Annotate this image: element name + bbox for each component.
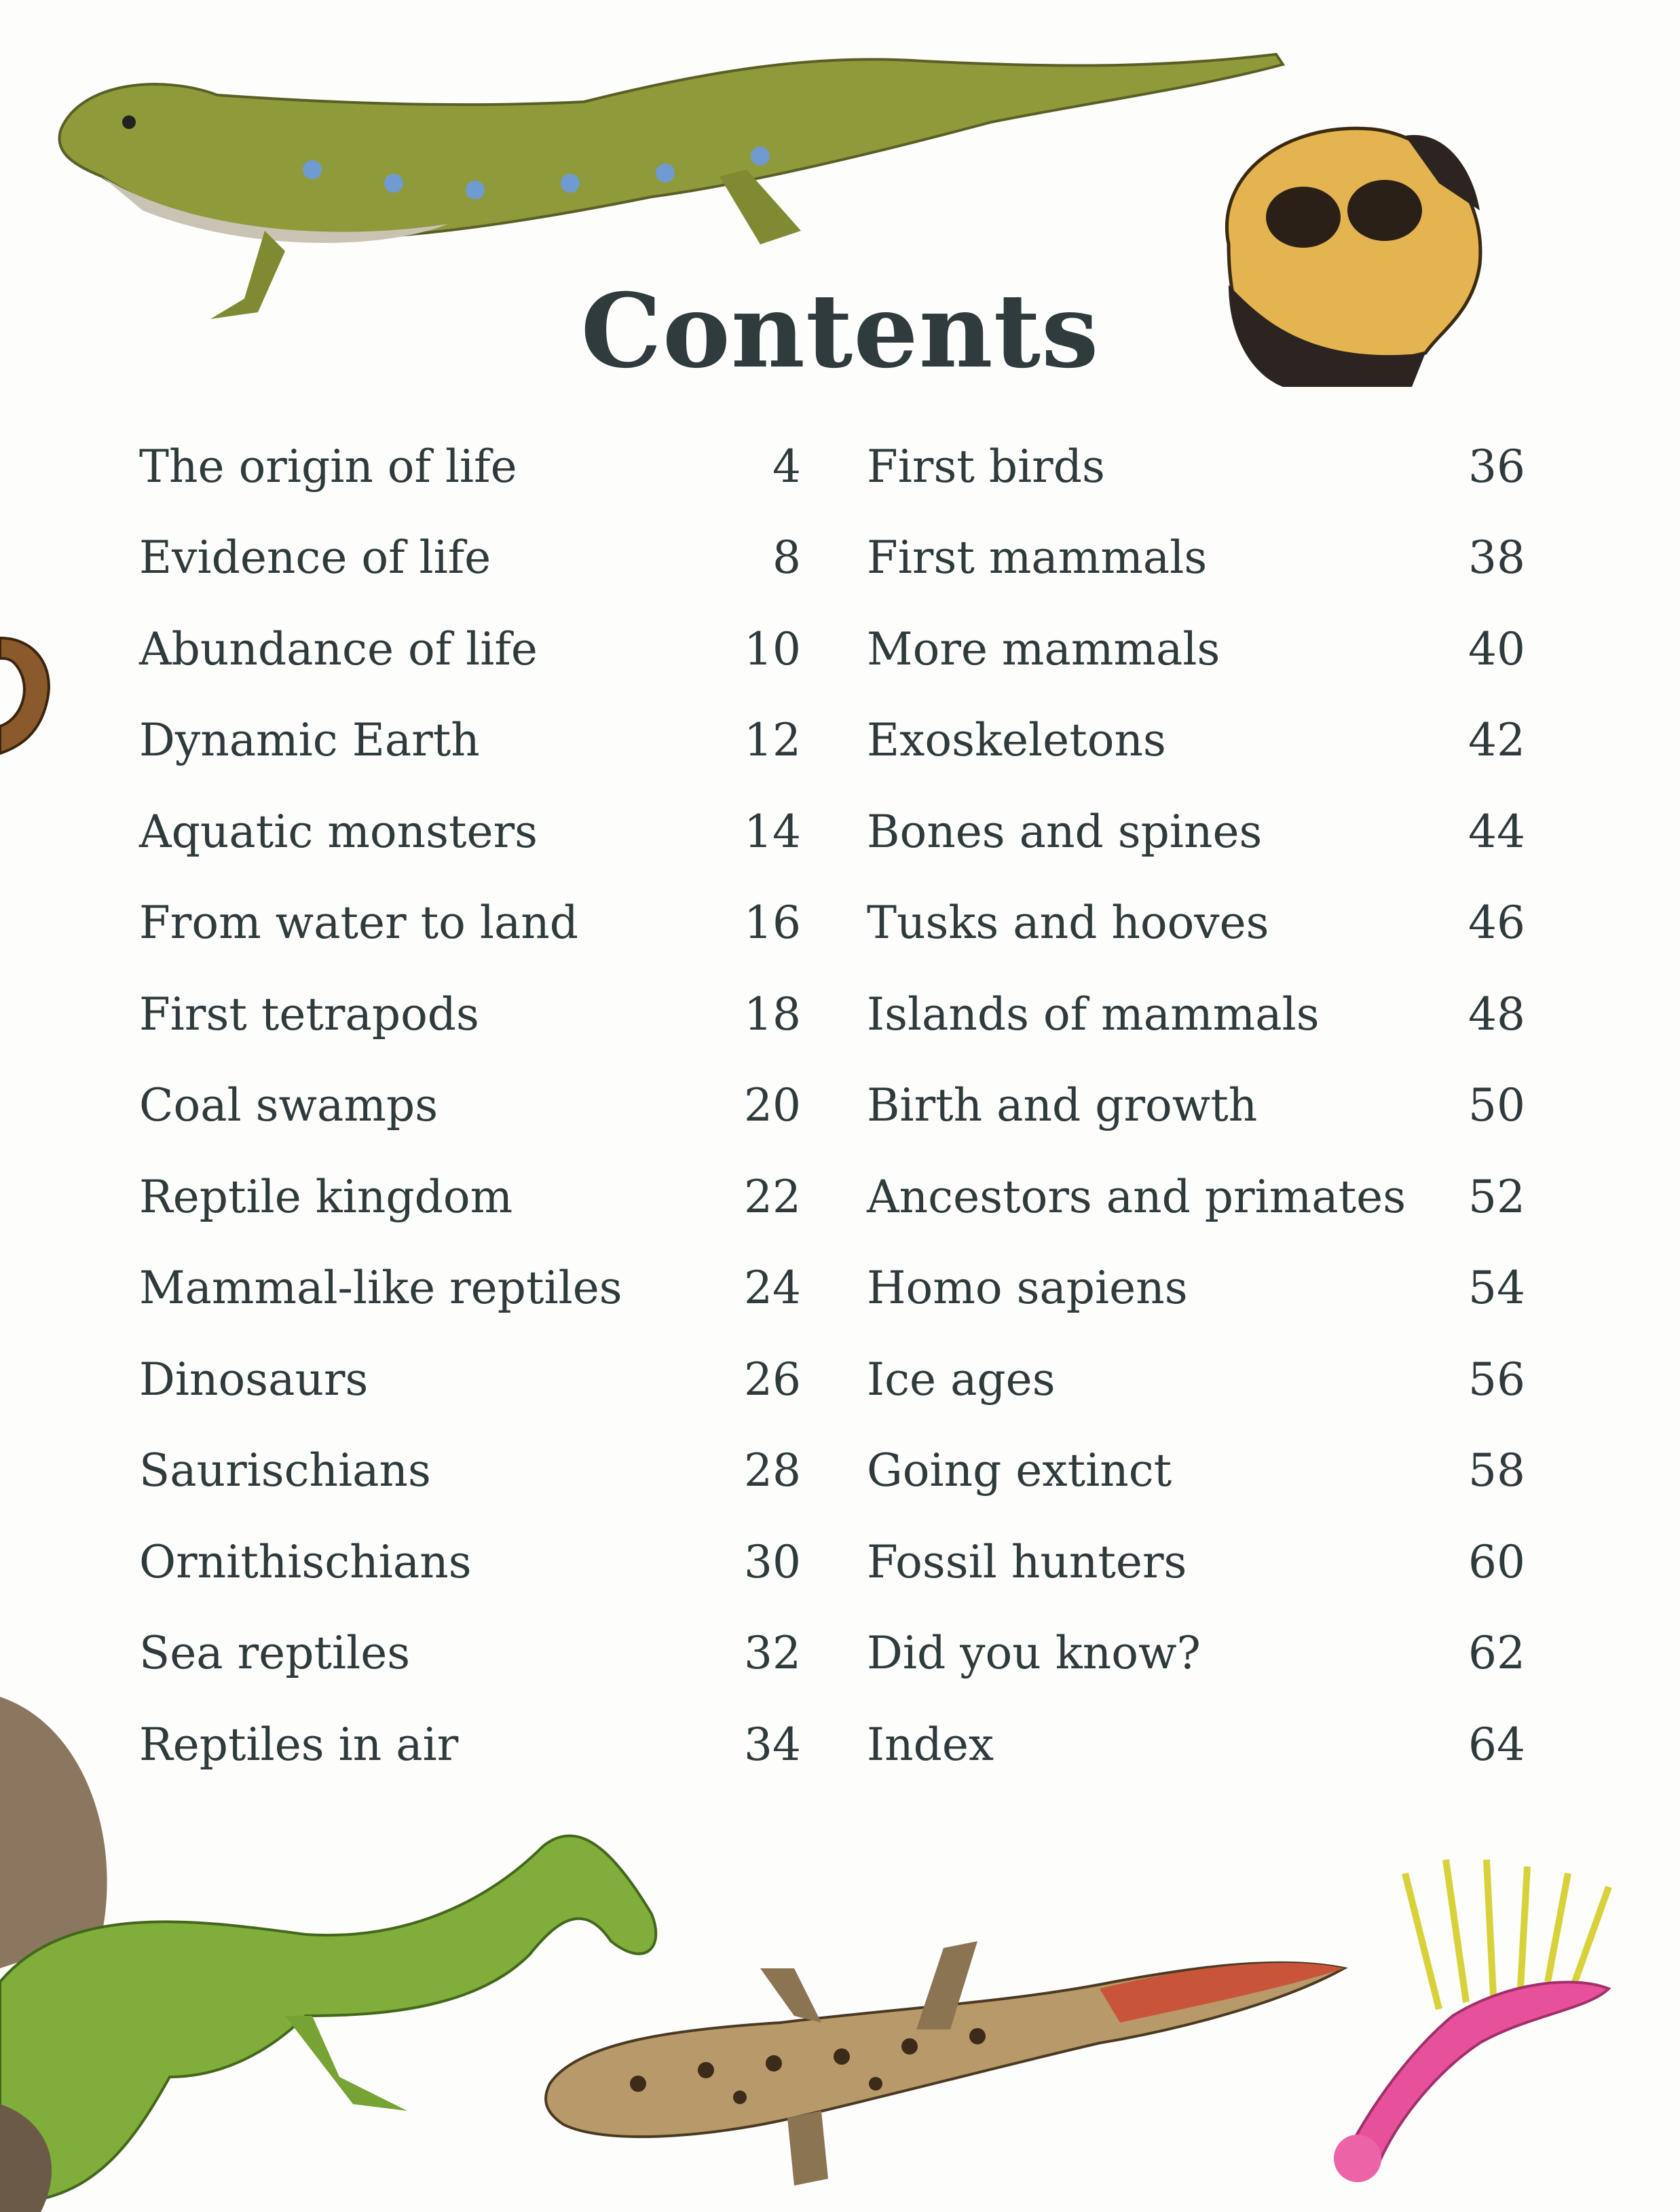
contents-entry[interactable] bbox=[139, 969, 801, 1060]
entry-page-number: 60 bbox=[1468, 1535, 1525, 1588]
entry-page-number: 20 bbox=[744, 1079, 801, 1132]
contents-entry[interactable] bbox=[139, 1060, 801, 1152]
contents-entry[interactable] bbox=[867, 1151, 1525, 1243]
entry-page-number: 12 bbox=[744, 714, 801, 767]
entry-page-number: 30 bbox=[744, 1535, 801, 1588]
contents-entry[interactable] bbox=[867, 878, 1525, 969]
spotted-amphibian-illustration bbox=[536, 1928, 1358, 2199]
entry-title: Homo sapiens bbox=[867, 1262, 1188, 1315]
entry-title: Tusks and hooves bbox=[867, 897, 1269, 950]
page-title-text: Contents bbox=[580, 271, 1100, 391]
entry-page-number: 38 bbox=[1468, 531, 1525, 584]
entry-title: Dinosaurs bbox=[139, 1353, 369, 1406]
contents-entry[interactable] bbox=[139, 1425, 801, 1517]
contents-entry[interactable] bbox=[867, 1699, 1525, 1791]
contents-left-column bbox=[139, 421, 801, 1791]
contents-entry[interactable] bbox=[139, 1699, 801, 1791]
entry-title: Mammal-like reptiles bbox=[139, 1262, 622, 1315]
entry-page-number: 64 bbox=[1468, 1718, 1525, 1771]
entry-title: Reptile kingdom bbox=[139, 1170, 513, 1223]
contents-entry[interactable] bbox=[139, 1334, 801, 1425]
hallucigenia-illustration bbox=[1303, 1846, 1656, 2186]
entry-page-number: 56 bbox=[1468, 1353, 1525, 1406]
contents-entry[interactable] bbox=[867, 1608, 1525, 1700]
contents-entry[interactable] bbox=[867, 1060, 1525, 1152]
contents-entry[interactable] bbox=[139, 1516, 801, 1608]
entry-title: Going extinct bbox=[867, 1444, 1172, 1497]
entry-title: Abundance of life bbox=[139, 622, 538, 675]
crab-claw-illustration bbox=[0, 611, 61, 781]
entry-page-number: 16 bbox=[744, 897, 801, 950]
entry-page-number: 28 bbox=[744, 1444, 801, 1497]
entry-page-number: 54 bbox=[1468, 1262, 1525, 1315]
entry-title: Exoskeletons bbox=[867, 714, 1166, 767]
entry-title: Ornithischians bbox=[139, 1535, 472, 1588]
entry-title: Bones and spines bbox=[867, 805, 1263, 858]
contents-entry[interactable] bbox=[867, 512, 1525, 604]
contents-entry[interactable] bbox=[867, 1243, 1525, 1334]
contents-entry[interactable] bbox=[139, 1608, 801, 1700]
entry-title: Reptiles in air bbox=[139, 1718, 459, 1771]
entry-page-number: 4 bbox=[772, 440, 801, 493]
entry-title: Saurischians bbox=[139, 1444, 431, 1497]
entry-title: Coal swamps bbox=[139, 1079, 438, 1132]
contents-entry[interactable] bbox=[139, 786, 801, 878]
contents-entry[interactable] bbox=[139, 695, 801, 787]
page-title bbox=[0, 271, 1680, 391]
entry-title: Index bbox=[867, 1718, 994, 1771]
contents-entry[interactable] bbox=[139, 421, 801, 512]
entry-title: First mammals bbox=[867, 531, 1208, 584]
entry-page-number: 46 bbox=[1468, 897, 1525, 950]
entry-title: Birth and growth bbox=[867, 1079, 1258, 1132]
contents-entry[interactable] bbox=[139, 512, 801, 604]
entry-title: Evidence of life bbox=[139, 531, 491, 584]
contents-entry[interactable] bbox=[139, 878, 801, 969]
entry-title: Ancestors and primates bbox=[867, 1170, 1406, 1223]
contents-entry[interactable] bbox=[867, 603, 1525, 695]
entry-page-number: 52 bbox=[1468, 1170, 1525, 1223]
contents-entry[interactable] bbox=[139, 1151, 801, 1243]
entry-title: From water to land bbox=[139, 897, 579, 950]
entry-page-number: 22 bbox=[744, 1170, 801, 1223]
entry-title: First tetrapods bbox=[139, 988, 479, 1041]
contents-entry[interactable] bbox=[867, 786, 1525, 878]
entry-page-number: 10 bbox=[744, 622, 801, 675]
entry-title: Dynamic Earth bbox=[139, 714, 480, 767]
entry-title: Ice ages bbox=[867, 1353, 1056, 1406]
contents-entry[interactable] bbox=[139, 1243, 801, 1334]
entry-page-number: 58 bbox=[1468, 1444, 1525, 1497]
entry-title: Did you know? bbox=[867, 1627, 1201, 1680]
entry-page-number: 32 bbox=[744, 1627, 801, 1680]
entry-page-number: 42 bbox=[1468, 714, 1525, 767]
entry-title: The origin of life bbox=[139, 440, 517, 493]
entry-page-number: 44 bbox=[1468, 805, 1525, 858]
entry-title: First birds bbox=[867, 440, 1105, 493]
entry-page-number: 40 bbox=[1468, 622, 1525, 675]
entry-page-number: 14 bbox=[744, 805, 801, 858]
contents-entry[interactable] bbox=[867, 695, 1525, 787]
entry-title: Fossil hunters bbox=[867, 1535, 1187, 1588]
contents-entry[interactable] bbox=[867, 1334, 1525, 1425]
contents-right-column bbox=[867, 421, 1525, 1791]
entry-title: Islands of mammals bbox=[867, 988, 1320, 1041]
entry-page-number: 48 bbox=[1468, 988, 1525, 1041]
contents-entry[interactable] bbox=[867, 969, 1525, 1060]
entry-page-number: 18 bbox=[744, 988, 801, 1041]
entry-title: More mammals bbox=[867, 622, 1220, 675]
entry-page-number: 8 bbox=[772, 531, 801, 584]
entry-page-number: 50 bbox=[1468, 1079, 1525, 1132]
entry-title: Aquatic monsters bbox=[139, 805, 538, 858]
entry-page-number: 62 bbox=[1468, 1627, 1525, 1680]
entry-title: Sea reptiles bbox=[139, 1627, 411, 1680]
entry-page-number: 24 bbox=[744, 1262, 801, 1315]
entry-page-number: 26 bbox=[744, 1353, 801, 1406]
contents-entry[interactable] bbox=[867, 421, 1525, 512]
contents-entry[interactable] bbox=[867, 1425, 1525, 1517]
entry-page-number: 34 bbox=[744, 1718, 801, 1771]
contents-entry[interactable] bbox=[867, 1516, 1525, 1608]
contents-entry[interactable] bbox=[139, 603, 801, 695]
entry-page-number: 36 bbox=[1468, 440, 1525, 493]
